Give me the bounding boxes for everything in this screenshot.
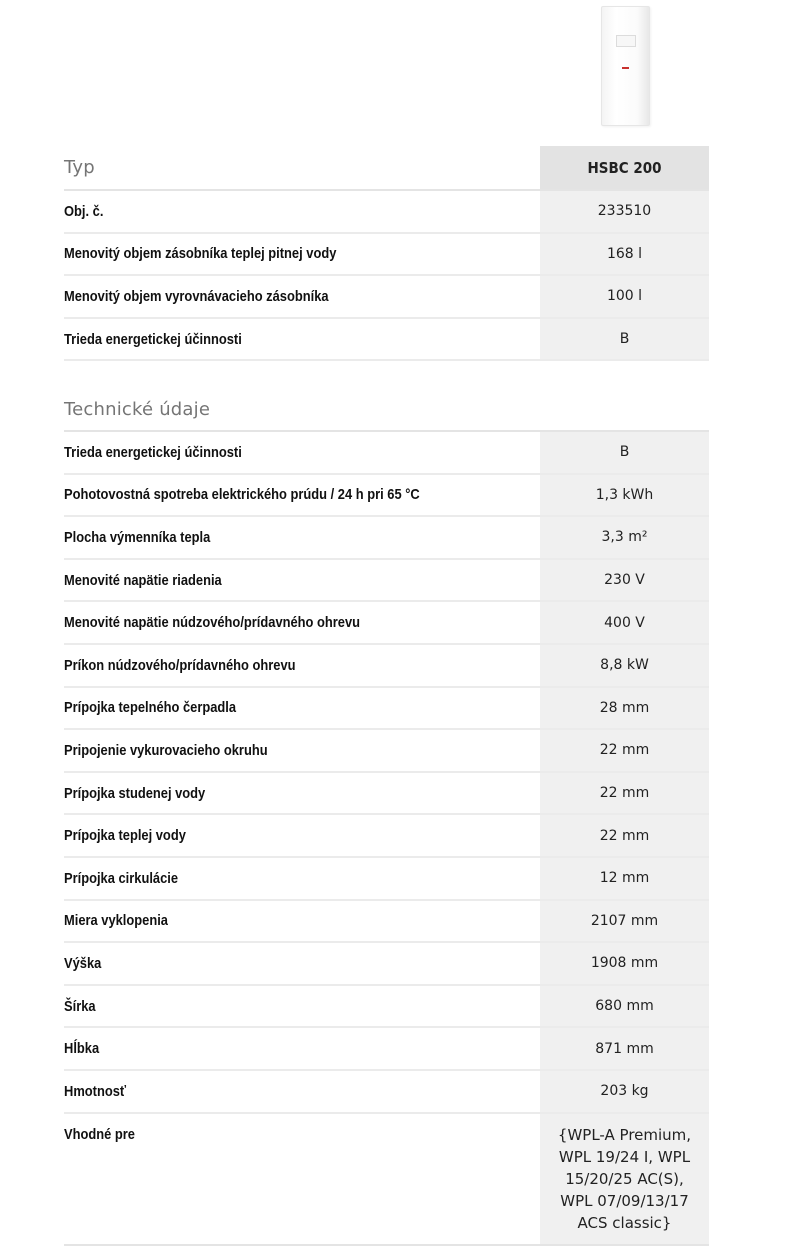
table-row bbox=[64, 602, 709, 645]
type-table bbox=[64, 146, 709, 361]
table-row bbox=[64, 901, 709, 944]
row-label: Prípojka teplej vody bbox=[64, 827, 186, 845]
row-value: 22 mm bbox=[540, 730, 709, 771]
table-row bbox=[64, 560, 709, 603]
row-value: 22 mm bbox=[540, 815, 709, 856]
table-row-suitable-for bbox=[64, 1114, 709, 1246]
table-row bbox=[64, 815, 709, 858]
table-row bbox=[64, 432, 709, 475]
table-row bbox=[64, 1071, 709, 1114]
row-label: Plocha výmenníka tepla bbox=[64, 528, 211, 546]
row-value: 230 V bbox=[540, 560, 709, 601]
table-row bbox=[64, 986, 709, 1029]
suitable-for-value: {WPL-A Premium, WPL 19/24 I, WPL 15/20/25 AC(S), WPL 07/09/13/17 ACS classic} bbox=[557, 1125, 692, 1232]
row-value: B bbox=[540, 319, 709, 360]
row-label: Trieda energetickej účinnosti bbox=[64, 330, 242, 348]
row-value: 233510 bbox=[540, 191, 709, 232]
control-panel-icon bbox=[616, 35, 636, 47]
row-label: Prípojka studenej vody bbox=[64, 784, 206, 802]
row-label: Šírka bbox=[64, 997, 96, 1015]
table-row bbox=[64, 1028, 709, 1071]
table-row bbox=[64, 730, 709, 773]
row-value: 871 mm bbox=[540, 1028, 709, 1069]
row-label: Prípojka tepelného čerpadla bbox=[64, 699, 237, 717]
row-label: Hĺbka bbox=[64, 1040, 100, 1058]
table-row bbox=[64, 645, 709, 688]
row-label: Pohotovostná spotreba elektrického prúdu / 24 h pri 65 °C bbox=[64, 486, 420, 504]
table-row bbox=[64, 276, 709, 319]
row-label: Menovité napätie riadenia bbox=[64, 571, 222, 589]
row-value: 680 mm bbox=[540, 986, 709, 1027]
table-row bbox=[64, 773, 709, 816]
tech-header-spacer bbox=[540, 388, 709, 430]
row-value: 12 mm bbox=[540, 858, 709, 899]
type-table-header bbox=[64, 146, 709, 191]
row-label: Menovité napätie núdzového/prídavného ohrevu bbox=[64, 614, 361, 632]
table-row bbox=[64, 475, 709, 518]
row-value: 28 mm bbox=[540, 688, 709, 729]
row-label: Miera vyklopenia bbox=[64, 912, 168, 930]
tech-table bbox=[64, 388, 709, 1246]
tech-header-label: Technické údaje bbox=[64, 398, 211, 420]
row-value: 1908 mm bbox=[540, 943, 709, 984]
row-label: Príkon núdzového/prídavného ohrevu bbox=[64, 656, 296, 674]
row-value: B bbox=[540, 432, 709, 473]
row-label: Pripojenie vykurovacieho okruhu bbox=[64, 741, 268, 759]
row-value: 3,3 m² bbox=[540, 517, 709, 558]
row-value: 203 kg bbox=[540, 1071, 709, 1112]
table-row bbox=[64, 943, 709, 986]
tech-table-header bbox=[64, 388, 709, 432]
table-row bbox=[64, 517, 709, 560]
row-label: Prípojka cirkulácie bbox=[64, 869, 179, 887]
row-value: 168 l bbox=[540, 234, 709, 275]
type-header-label: Typ bbox=[64, 157, 95, 178]
row-value: 22 mm bbox=[540, 773, 709, 814]
table-row bbox=[64, 191, 709, 234]
row-value: 100 l bbox=[540, 276, 709, 317]
product-image bbox=[601, 6, 650, 126]
row-value: 400 V bbox=[540, 602, 709, 643]
row-label: Menovitý objem vyrovnávacieho zásobníka bbox=[64, 287, 329, 305]
row-value: 8,8 kW bbox=[540, 645, 709, 686]
row-value: 2107 mm bbox=[540, 901, 709, 942]
row-label: Výška bbox=[64, 954, 102, 972]
row-label: Menovitý objem zásobníka teplej pitnej vody bbox=[64, 245, 337, 263]
row-label: Obj. č. bbox=[64, 202, 104, 220]
type-header-value: HSBC 200 bbox=[540, 146, 709, 189]
row-value bbox=[540, 1114, 709, 1244]
table-row bbox=[64, 234, 709, 277]
table-row bbox=[64, 688, 709, 731]
row-label: Hmotnosť bbox=[64, 1082, 127, 1100]
row-value: 1,3 kWh bbox=[540, 475, 709, 516]
row-label: Vhodné pre bbox=[64, 1125, 135, 1143]
table-row bbox=[64, 858, 709, 901]
brand-mark-icon bbox=[622, 67, 629, 69]
row-label: Trieda energetickej účinnosti bbox=[64, 443, 242, 461]
table-row bbox=[64, 319, 709, 362]
